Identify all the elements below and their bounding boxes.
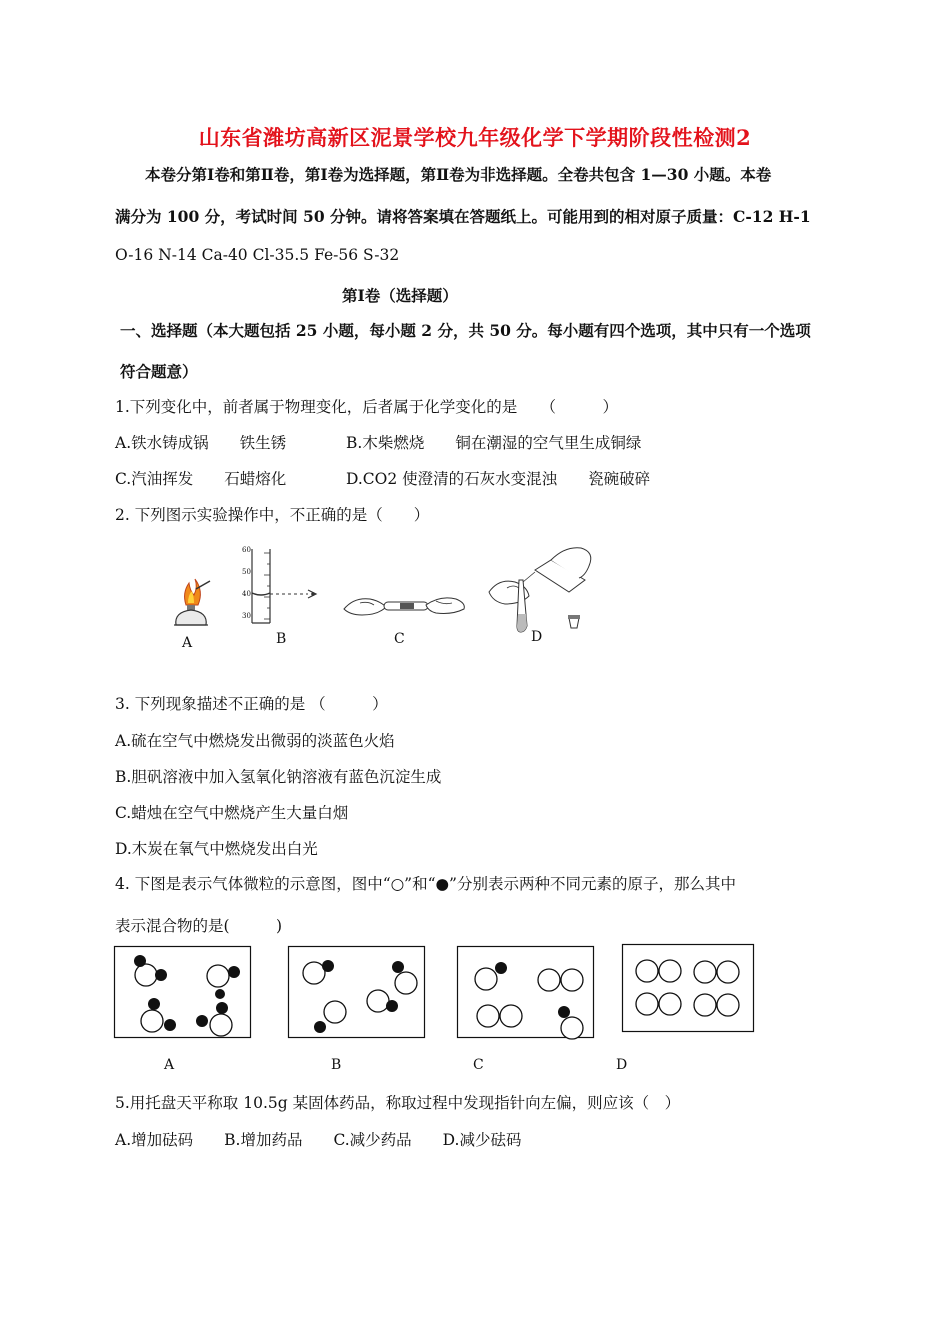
q2-label-b: B	[276, 631, 287, 647]
q4-stem-line-2: 表示混合物的是( )	[115, 917, 283, 935]
q2-label-d: D	[531, 629, 543, 645]
q5-stem: 5.用托盘天平称取 10.5g 某固体药品，称取过程中发现指针向左偏，则应该（ ）	[115, 1094, 681, 1112]
q2-figure-c-test-tube-hands	[340, 585, 470, 625]
q4-label-b: B	[331, 1057, 342, 1073]
q4-label-c: C	[473, 1057, 484, 1073]
q3-option-c: C.蜡烛在空气中燃烧产生大量白烟	[115, 804, 349, 822]
section-title: 第Ⅰ卷（选择题）	[342, 286, 458, 305]
q1-option-d: D.CO2 使澄清的石灰水变混浊 瓷碗破碎	[346, 470, 651, 488]
q4-box-d	[622, 944, 754, 1032]
intro-line-1: 本卷分第Ⅰ卷和第Ⅱ卷，第Ⅰ卷为选择题，第Ⅱ卷为非选择题。全卷共包含 1—30 小题。本卷	[145, 165, 772, 184]
q1-option-a: A.铁水铸成锅 铁生锈	[115, 434, 287, 452]
q4-stem-line-1: 4. 下图是表示气体微粒的示意图，图中“○”和“●”分别表示两种不同元素的原子，那么其中	[115, 875, 736, 893]
q4-box-b	[288, 946, 425, 1038]
part-heading-line-2: 符合题意）	[120, 362, 198, 381]
q5-options: A.增加砝码 B.增加药品 C.减少药品 D.减少砝码	[115, 1131, 522, 1149]
q4-box-c	[457, 946, 594, 1038]
q3-option-d: D.木炭在氧气中燃烧发出白光	[115, 840, 318, 858]
q2-figure-d-pouring-liquid	[485, 540, 600, 640]
q2-tick-50: 50	[242, 568, 251, 576]
q3-option-b: B.胆矾溶液中加入氢氧化钠溶液有蓝色沉淀生成	[115, 768, 442, 786]
q2-tick-30: 30	[242, 612, 251, 620]
part-heading-line-1: 一、选择题（本大题包括 25 小题，每小题 2 分，共 50 分。每小题有四个选项，其中只有一个选项	[120, 321, 811, 340]
q2-figure-b-measuring-cylinder	[240, 545, 330, 630]
q2-label-a: A	[182, 635, 193, 651]
q2-tick-60: 60	[242, 546, 251, 554]
intro-line-2: 满分为 100 分，考试时间 50 分钟。请将答案填在答题纸上。可能用到的相对原子质量：C-12 H-1	[115, 207, 811, 226]
intro-line-3: O-16 N-14 Ca-40 Cl-35.5 Fe-56 S-32	[115, 246, 400, 264]
q2-figure-a-alcohol-lamp	[160, 565, 220, 635]
q4-box-a	[114, 946, 251, 1038]
q1-option-b: B.木柴燃烧 铜在潮湿的空气里生成铜绿	[346, 434, 642, 452]
q2-tick-40: 40	[242, 590, 251, 598]
q3-option-a: A.硫在空气中燃烧发出微弱的淡蓝色火焰	[115, 732, 395, 750]
page-title: 山东省潍坊高新区泥景学校九年级化学下学期阶段性检测2	[198, 125, 752, 150]
q4-label-d: D	[616, 1057, 628, 1073]
q2-label-c: C	[394, 631, 405, 647]
q3-stem: 3. 下列现象描述不正确的是 （ ）	[115, 695, 388, 713]
q1-option-c: C.汽油挥发 石蜡熔化	[115, 470, 287, 488]
q1-stem: 1.下列变化中，前者属于物理变化，后者属于化学变化的是 （ ）	[115, 398, 619, 416]
q2-stem: 2. 下列图示实验操作中，不正确的是（ ）	[115, 506, 430, 524]
q4-label-a: A	[164, 1057, 175, 1073]
